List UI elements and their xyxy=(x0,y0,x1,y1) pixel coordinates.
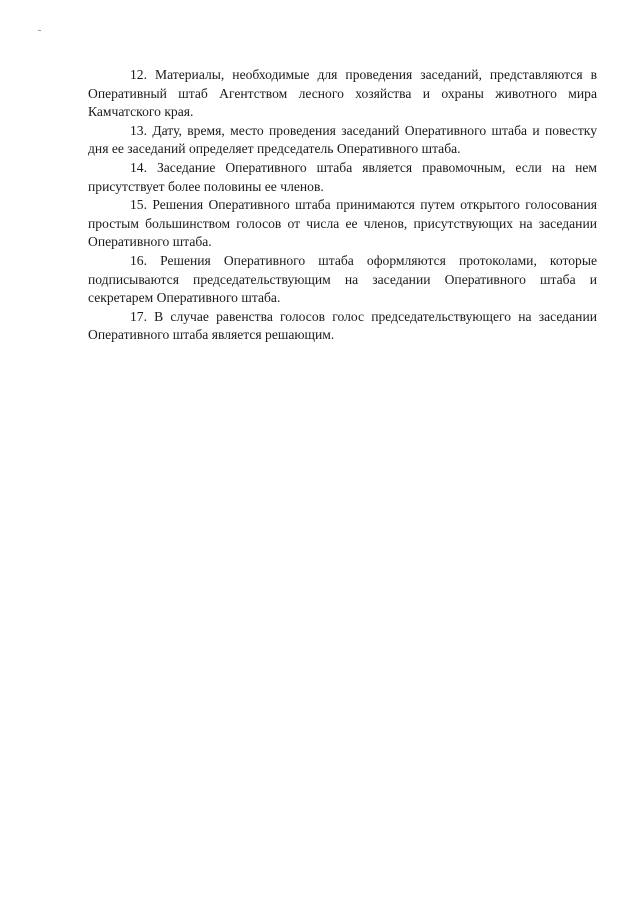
paragraph-16: 16. Решения Оперативного штаба оформляются протоколами, которые подписываются председательствующим на заседании Оперативного штаба и секретарем Оперативного штаба. xyxy=(88,252,597,306)
paragraph-12: 12. Материалы, необходимые для проведения заседаний, представляются в Оперативный штаб Агентством лесного хозяйства и охраны животного мира Камчатского края. xyxy=(88,67,597,120)
paragraph-17: 17. В случае равенства голосов голос председательствующего на заседании Оперативного штаба является решающим. xyxy=(88,308,597,343)
paragraph-14: 14. Заседание Оперативного штаба является правомочным, если на нем присутствует более половины ее членов. xyxy=(88,159,597,194)
scan-mark xyxy=(38,30,41,31)
paragraph-13: 13. Дату, время, место проведения заседаний Оперативного штаба и повестку дня ее заседаний определяет председатель Оперативного штаба. xyxy=(88,122,597,157)
paragraph-15: 15. Решения Оперативного штаба принимаются путем открытого голосования простым большинством голосов от числа ее членов, присутствующих на заседании Оперативного штаба. xyxy=(88,197,597,250)
document-body xyxy=(88,66,597,345)
